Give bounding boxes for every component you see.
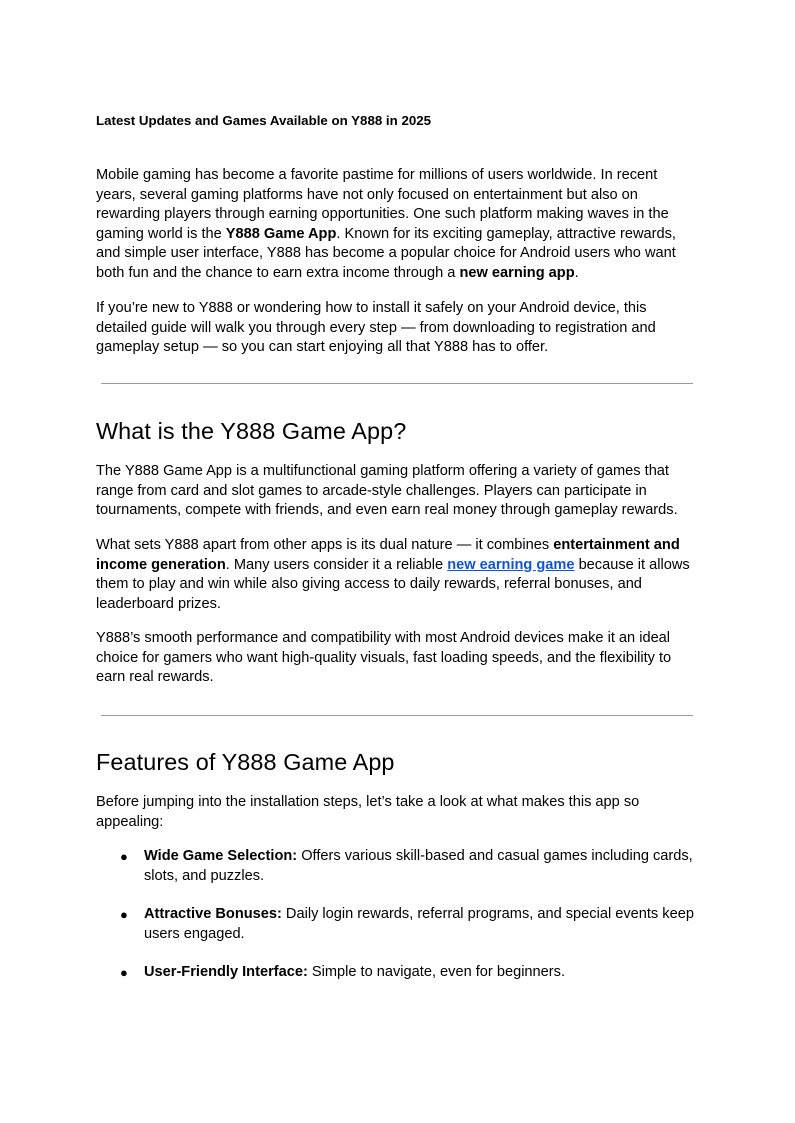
horizontal-rule-2 [101,715,693,716]
section-heading-what-is: What is the Y888 Game App? [96,418,407,444]
list-item-text: Offers various skill-based and casual games including cards, slots, and puzzles. [144,848,693,884]
features-intro-paragraph: Before jumping into the installation steps, let’s take a look at what makes this app so appealing: [96,794,640,830]
section1-p2-text-1: What sets Y888 apart from other apps is its dual nature — it combines [96,537,554,553]
list-item-text: Simple to navigate, even for beginners. [307,964,565,980]
list-item-label: Attractive Bonuses: [144,906,282,922]
section-heading-features: Features of Y888 Game App [96,749,395,775]
intro-text-2: . Known for its exciting gameplay, attractive rewards, and simple user interface, Y888 has become a popular choice for Android users who want both fun and the chance to earn extra income through a [96,225,676,281]
section1-paragraph-3: Y888’s smooth performance and compatibility with most Android devices make it an ideal choice for gamers who want high-quality visuals, fast loading speeds, and the flexibility to earn real rewards. [96,630,672,685]
section1-p2-bold: entertainment and income generation [96,537,680,573]
intro-text-1: Mobile gaming has become a favorite pastime for millions of users worldwide. In recent years, several gaming platforms have not only focused on entertainment but also on rewarding players through earning opportunities. One such platform making waves in the gaming world is the [96,167,669,242]
intro-text-3: . [574,264,579,281]
section1-paragraph-2 [96,536,696,614]
bullet-icon: ● [120,965,128,980]
section1-paragraph-1: The Y888 Game App is a multifunctional gaming platform offering a variety of games that range from card and slot games to arcade-style challenges. Players can participate in tournaments, compete with friends, and even earn real money through gameplay rewards. [96,463,678,518]
intro-paragraph-2: If you’re new to Y888 or wondering how to install it safely on your Android device, this detailed guide will walk you through every step — from downloading to registration and gameplay setup — so you can start enjoying all that Y888 has to offer. [96,300,656,355]
intro-paragraph-1 [96,166,696,283]
horizontal-rule-1 [101,383,693,384]
bullet-icon: ● [120,849,128,864]
features-list [96,847,700,1002]
intro-bold-app-name: Y888 Game App [225,225,337,242]
section1-p2-text-2: . Many users consider it a reliable [225,556,448,573]
section1-p2-text-3: because it allows them to play and win while also giving access to daily rewards, referral bonuses, and leaderboard prizes. [96,556,690,612]
list-item [96,963,700,983]
list-item-label: User-Friendly Interface: [144,964,308,980]
new-earning-game-link[interactable]: new earning game [447,556,575,573]
list-item [96,905,700,944]
document-title: Latest Updates and Games Available on Y888 in 2025 [96,113,432,128]
intro-bold-earning-app: new earning app [459,264,575,281]
bullet-icon: ● [120,907,128,922]
list-item [96,847,700,886]
list-item-label: Wide Game Selection: [144,848,298,864]
list-item-text: Daily login rewards, referral programs, and special events keep users engaged. [144,906,694,942]
